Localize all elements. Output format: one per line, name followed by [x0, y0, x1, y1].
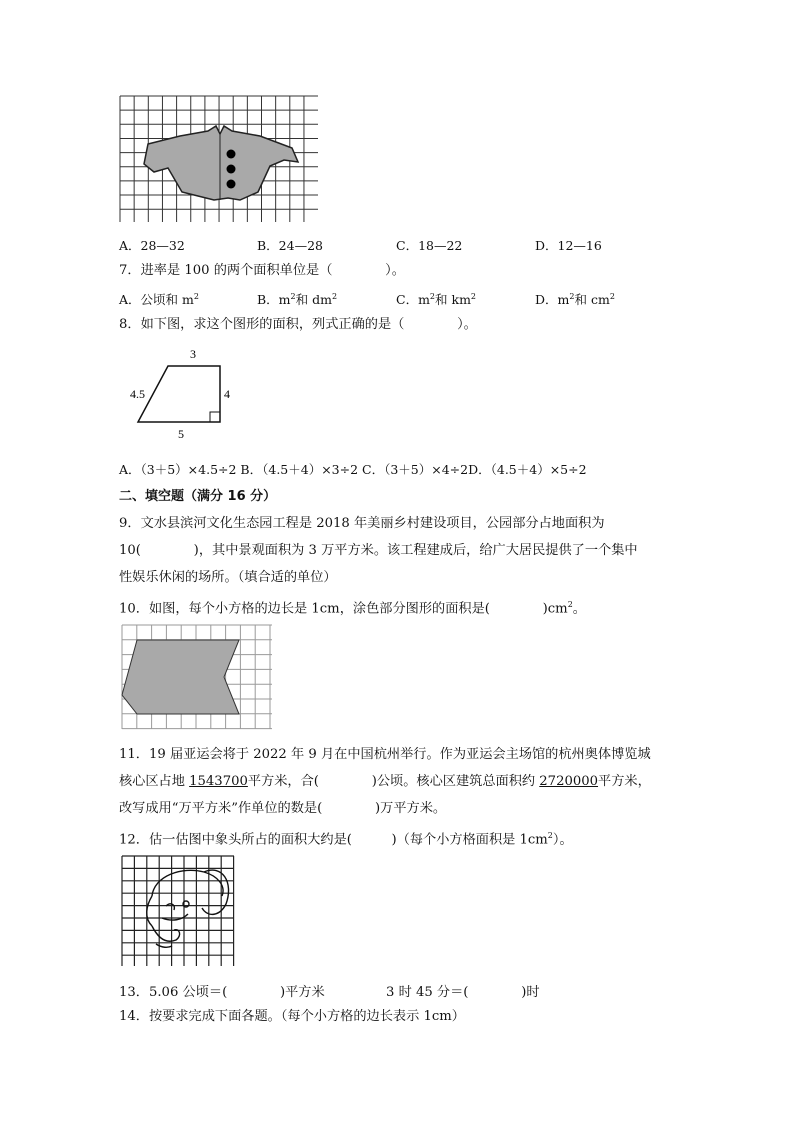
- elephant-head-grid: [122, 856, 238, 968]
- q12-stem: 12．估一估图中象头所占的面积大约是( )（每个小方格面积是 $1cm^2$）。: [119, 831, 573, 848]
- q6-option-c: C．18—22: [396, 238, 463, 253]
- q8-stem: 8．如下图，求这个图形的面积，列式正确的是（ ）。: [119, 317, 477, 332]
- q6-option-d: D．12—16: [535, 238, 602, 253]
- q10-stem: 10．如图，每个小方格的边长是 1cm，涂色部分图形的面积是( )$cm^2$。: [119, 600, 586, 617]
- q13-part-b: 3 时 45 分＝( )时: [386, 985, 540, 1000]
- q9-line3: 性娱乐休闲的场所。（填合适的单位）: [119, 570, 337, 585]
- shaded-shape-grid: [122, 625, 274, 731]
- trap-right-label: 4: [224, 387, 230, 401]
- q9-line1: 9．文水县滨河文化生态园工程是 2018 年美丽乡村建设项目，公园部分占地面积为: [119, 516, 605, 531]
- q6-option-a: A．28—32: [119, 238, 185, 253]
- jacket-shape: [144, 126, 298, 200]
- jacket-grid-figure: [120, 96, 320, 224]
- q13-part-a: 13．5.06 公顷＝( )平方米: [119, 985, 325, 1000]
- q11-line1: 11．19 届亚运会将于 2022 年 9 月在中国杭州举行。作为亚运会主场馆的杭州奥体博览城: [119, 747, 651, 762]
- q7-option-b: B．$m^2$和 $dm^2$: [257, 291, 338, 307]
- trap-left-label: 4.5: [130, 387, 145, 401]
- q9-line2: 10( )，其中景观面积为 3 万平方米。该工程建成后，给广大居民提供了一个集中: [119, 543, 638, 558]
- q11-line3: 改写成用“万平方米”作单位的数是( )万平方米。: [119, 801, 447, 816]
- q7-option-a: A．公顷和 $m^2$: [119, 291, 199, 307]
- q7-stem: 7．进率是 100 的两个面积单位是（ ）。: [119, 263, 405, 278]
- trap-top-label: 3: [190, 347, 196, 361]
- q14-stem: 14．按要求完成下面各题。（每个小方格的边长表示 1cm）: [119, 1009, 465, 1024]
- q8-options: A．（3＋5）×4.5÷2 B．（4.5＋4）×3÷2 C．（3＋5）×4÷2D．（4.5＋4）×5÷2: [119, 462, 587, 477]
- q7-option-d: D．$m^2$和 $cm^2$: [535, 291, 615, 307]
- section-2-heading: 二、填空题（满分 16 分）: [119, 489, 277, 504]
- q7-option-c: C．$m^2$和 $km^2$: [396, 291, 477, 307]
- trap-bottom-label: 5: [178, 427, 184, 441]
- q11-line2: 核心区占地 1543700平方米，合( )公顷。核心区建筑总面积约 2720000平方米，: [119, 774, 651, 789]
- q6-option-b: B．24—28: [257, 238, 323, 253]
- shaded-shape: [122, 640, 239, 714]
- trapezoid-figure: [128, 346, 238, 446]
